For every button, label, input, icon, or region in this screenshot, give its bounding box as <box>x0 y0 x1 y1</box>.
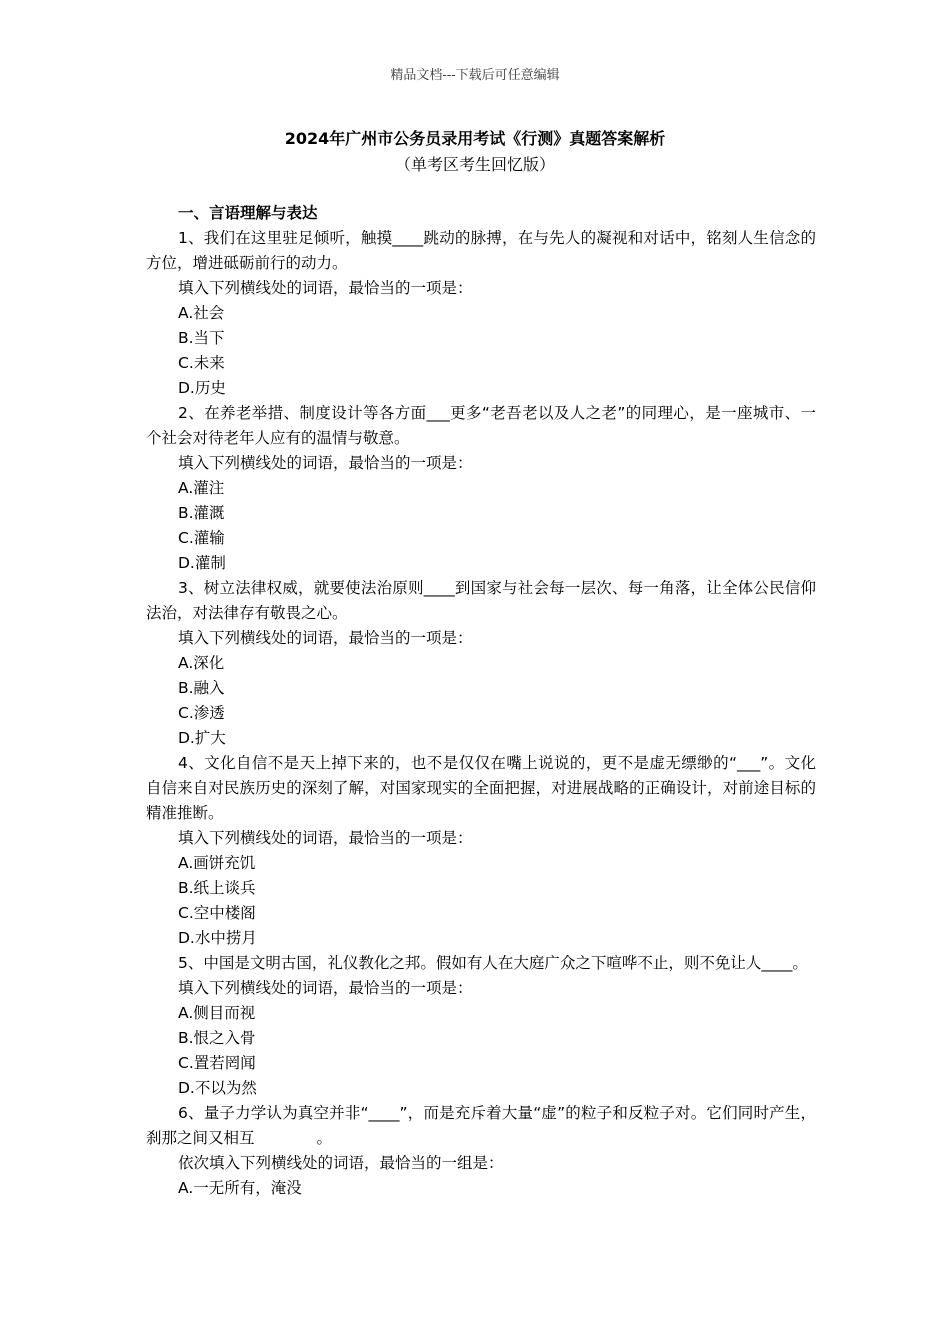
question-prompt: 填入下列横线处的词语，最恰当的一项是： <box>178 829 473 847</box>
option-c: C.置若罔闻 <box>178 1054 256 1072</box>
option-a: A.画饼充饥 <box>178 854 256 872</box>
option-d: D.扩大 <box>178 729 226 747</box>
question-6 <box>146 1101 816 1201</box>
option-c: C.未来 <box>178 354 225 372</box>
option-b: B.灌溉 <box>178 504 225 522</box>
document-subtitle: （单考区考生回忆版） <box>394 155 555 174</box>
question-4 <box>146 751 816 951</box>
option-d: D.历史 <box>178 379 226 397</box>
option-a: A.一无所有，淹没 <box>178 1179 302 1197</box>
question-1 <box>146 226 816 401</box>
option-b: B.纸上谈兵 <box>178 879 256 897</box>
question-text: 1、我们在这里驻足倾听，触摸____跳动的脉搏，在与先人的凝视和对话中，铭刻人生信念的方位，增进砥砺前行的动力。 <box>146 229 816 272</box>
question-text: 4、文化自信不是天上掉下来的，也不是仅仅在嘴上说说的，更不是虚无缥缈的“___”。文化自信来自对民族历史的深刻了解，对国家现实的全面把握，对进展战略的正确设计，对前途目标的精准推断。 <box>146 754 816 822</box>
option-b: B.当下 <box>178 329 225 347</box>
question-prompt: 填入下列横线处的词语，最恰当的一项是： <box>178 629 473 647</box>
page-header: 精品文档---下载后可任意编辑 <box>390 68 560 83</box>
option-a: A.社会 <box>178 304 225 322</box>
option-d: D.水中捞月 <box>178 929 257 947</box>
question-3 <box>146 576 816 751</box>
question-text: 5、中国是文明古国，礼仪教化之邦。假如有人在大庭广众之下喧哗不止，则不免让人____。 <box>178 954 808 972</box>
document-body <box>146 201 816 1201</box>
question-prompt: 填入下列横线处的词语，最恰当的一项是： <box>178 979 473 997</box>
document-title: 2024年广州市公务员录用考试《行测》真题答案解析 <box>284 129 666 148</box>
question-text: 3、树立法律权威，就要使法治原则____到国家与社会每一层次、每一角落，让全体公民信仰法治，对法律存有敬畏之心。 <box>146 579 816 622</box>
option-d: D.不以为然 <box>178 1079 257 1097</box>
question-text: 2、在养老举措、制度设计等各方面___更多“老吾老以及人之老”的同理心，是一座城市、一个社会对待老年人应有的温情与敬意。 <box>146 404 816 447</box>
section-heading: 一、言语理解与表达 <box>178 204 318 222</box>
question-5 <box>146 951 816 1101</box>
option-c: C.渗透 <box>178 704 225 722</box>
option-a: A.侧目而视 <box>178 1004 256 1022</box>
option-a: A.深化 <box>178 654 225 672</box>
question-prompt: 填入下列横线处的词语，最恰当的一项是： <box>178 454 473 472</box>
question-prompt: 依次填入下列横线处的词语，最恰当的一组是： <box>178 1154 504 1172</box>
option-c: C.空中楼阁 <box>178 904 256 922</box>
option-c: C.灌输 <box>178 529 225 547</box>
option-d: D.灌制 <box>178 554 226 572</box>
question-2 <box>146 401 816 576</box>
option-b: B.融入 <box>178 679 225 697</box>
question-text: 6、量子力学认为真空并非“____”，而是充斥着大量“虚”的粒子和反粒子对。它们同时产生，刹那之间又相互 。 <box>146 1104 816 1147</box>
option-b: B.恨之入骨 <box>178 1029 256 1047</box>
option-a: A.灌注 <box>178 479 225 497</box>
question-prompt: 填入下列横线处的词语，最恰当的一项是： <box>178 279 473 297</box>
